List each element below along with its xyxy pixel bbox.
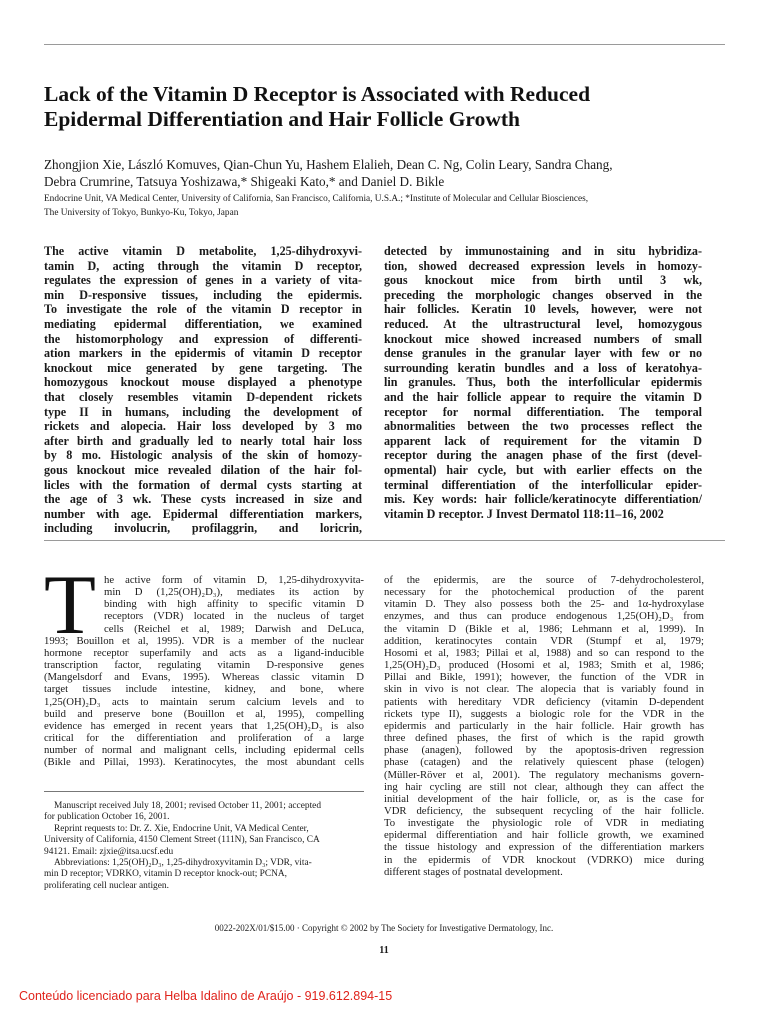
abstract-line: mis. Key words: hair follicle/keratinocyte differentiation/ [384, 492, 702, 507]
title-line: Lack of the Vitamin D Receptor is Associated with Reduced [44, 82, 591, 106]
body-line: he active form of vitamin D, 1,25-dihydroxyvita- [104, 574, 364, 586]
body-line: hormone receptor superfamily and acts as a ligand-inducible [44, 646, 364, 659]
body-line: different stages of postnatal development. [384, 865, 563, 878]
body-line: Hosomi et al, 1983; Pillai et al, 1988) and so can respond to the [384, 646, 704, 659]
body-line: in the epidermis of VDR knockout (VDRKO) mice during [384, 853, 704, 866]
abstract-line: min D-responsive tissues, including the epidermis. [44, 287, 362, 302]
abstract-line: vitamin D receptor. J Invest Dermatol 118:11–16, 2002 [384, 506, 664, 521]
abstract-line: licles with the formation of dermal cysts starting at [44, 477, 362, 492]
abstract-line: receptor during the anagen phase of the first (devel- [384, 448, 702, 463]
body-line: transcription factor, regulating vitamin D-responsive genes [44, 659, 364, 672]
drop-cap-indented-lines [44, 574, 364, 635]
body-right-column [384, 574, 704, 878]
copyright-line: 0022-202X/01/$15.00 · Copyright © 2002 by The Society for Investigative Dermatology, Inc. [214, 923, 554, 933]
page-number: 11 [379, 945, 389, 956]
body-line: the tissue histology and expression of the differentiation markers [384, 841, 704, 854]
abstract-line: knockout mice showed increased numbers of small [384, 331, 702, 346]
abstract-line: surrounding keratin bundles and a loss of keratohya- [384, 360, 702, 375]
abstract-line: type II in humans, including the development of [44, 404, 362, 419]
affiliation-line: The University of Tokyo, Bunkyo-Ku, Tokyo, Japan [44, 208, 239, 218]
abstract-line: tamin D, acting through the vitamin D receptor, [44, 258, 362, 273]
body-line: cells (Reichel et al, 1989; Darwish and DeLuca, [104, 622, 364, 635]
abstract-line: by 8 mo. Histologic analysis of the skin of homozy- [44, 448, 362, 463]
body-line: the vitamin D (Bikle et al, 1986; Lehmann et al, 1999). In [384, 622, 704, 635]
affiliations [44, 192, 725, 220]
abstract-line: rickets and alopecia. Hair loss developed by 3 mo [44, 419, 362, 434]
abstract-line: regulates the expression of genes in a variety of vita- [44, 273, 362, 288]
body-line: enzymes, and thus can produce endogenous 1,25(OH)₂D₃ from [384, 610, 704, 623]
footnote-line: University of California, 4150 Clement Street (111N), San Francisco, CA [44, 835, 320, 846]
abstract-line: abnormalities between the two processes reflect the [384, 419, 702, 434]
footnote-line: Abbreviations: 1,25(OH)₂D₃, 1,25-dihydroxyvitamin D₃; VDR, vita- [54, 858, 312, 869]
title-line: Epidermal Differentiation and Hair Follicle Growth [44, 107, 520, 131]
body-line: necessary for the photochemical production of the parent [384, 586, 704, 599]
body-line: ing hair cycling are still not clear, although they can affect the [384, 780, 704, 793]
abstract-line: The active vitamin D metabolite, 1,25-dihydroxyvi- [44, 244, 362, 258]
body-line: three defined phases, the first of which is the rapid growth [384, 732, 704, 745]
abstract-line: the histomorphology and expression of differenti- [44, 331, 362, 346]
abstract-right-column [384, 244, 702, 521]
body-line: critical for the differentiation and proliferation of a large [44, 732, 364, 745]
body-line: Pillai and Bikle, 1991); however, the function of the VDR in [384, 671, 704, 684]
abstract-line: dense granules in the granular layer with few or no [384, 346, 702, 361]
abstract-line: preceding the morphologic changes observed in the [384, 287, 702, 302]
section-rule [44, 540, 725, 541]
footnote-line: min D receptor; VDRKO, vitamin D receptor knock-out; PCNA, [44, 869, 288, 880]
abstract-line: To investigate the role of the vitamin D receptor in [44, 302, 362, 317]
affiliation-line: Endocrine Unit, VA Medical Center, University of California, San Francisco, California, U.S.A.; *Institute of Molecular and Cellular Biosciences, [44, 194, 589, 204]
abstract-line: including involucrin, profilaggrin, and loricrin, [44, 521, 362, 536]
body-line: 1,25(OH)₂D₃ produced (Hosomi et al, 1983; Smith et al, 1986; [384, 659, 704, 672]
body-line: epidermis and particularly in the hair follicle. Hair growth has [384, 719, 704, 732]
body-line: phase (catagen) and the relatively quiescent phase (telogen) [384, 756, 704, 769]
drop-cap: T [44, 558, 96, 652]
body-line: 1993; Bouillon et al, 1995). VDR is a member of the nuclear [44, 634, 364, 647]
body-line: patients with hereditary VDR deficiency (vitamin D-dependent [384, 695, 704, 708]
body-line: (Bikle and Pillai, 1993). Keratinocytes, the most abundant cells [44, 756, 364, 769]
body-line: receptors (VDR) located in the nucleus of target [104, 610, 364, 623]
authors-line: Debra Crumrine, Tatsuya Yoshizawa,* Shigeaki Kato,* and Daniel D. Bikle [44, 174, 445, 189]
abstract-line: ation markers in the epidermis of vitamin D receptor [44, 346, 362, 361]
abstract-line: after birth and gradually led to nearly total hair loss [44, 433, 362, 448]
body-line: To investigate the physiologic role of VDR in mediating [384, 817, 704, 830]
body-line: evidence has emerged in recent years that 1,25(OH)₂D₃ is also [44, 719, 364, 732]
body-line: (Müller-Röver et al, 2001). The regulatory mechanisms govern- [384, 768, 704, 781]
abstract-line: opmental) hair cycle, but with earlier effects on the [384, 462, 702, 477]
abstract-left-column [44, 244, 362, 536]
abstract-line: mediating epidermal differentiation, we examined [44, 316, 362, 331]
abstract-line: detected by immunostaining and in situ hybridiza- [384, 244, 702, 258]
article-title [44, 82, 725, 132]
body-line: (Mangelsdorf and Evans, 1995). Whereas classic vitamin D [44, 671, 364, 684]
footnote-line: proliferating cell nuclear antigen. [44, 880, 169, 891]
license-watermark: Conteúdo licenciado para Helba Idalino de Araújo - 919.612.894-15 [19, 989, 393, 1003]
abstract-line: reduced. At the ultrastructural level, homozygous [384, 316, 702, 331]
body-line: epidermal differentiation and hair follicle growth, we examined [384, 829, 704, 842]
footnotes [44, 801, 364, 892]
abstract-line: knockout mice generated by gene targeting. The [44, 360, 362, 375]
body-line: phase (anagen), followed by the apoptosis-driven regression [384, 744, 704, 757]
body-line: 1,25(OH)₂D₃ acts to maintain serum calcium levels and to [44, 695, 364, 708]
body-line: binding with high affinity to specific vitamin D [104, 598, 364, 611]
authors-line: Zhongjion Xie, László Komuves, Qian-Chun Yu, Hashem Elalieh, Dean C. Ng, Colin Leary, Sandra Chang, [44, 157, 613, 172]
body-line: number of normal and malignant cells, including epidermal cells [44, 744, 364, 757]
abstract-line: the age of 3 wk. These cysts increased in size and [44, 492, 362, 507]
body-line: min D (1,25(OH)₂D₃), mediates its action by [104, 586, 364, 599]
abstract-line: homozygous knockout mouse displayed a phenotype [44, 375, 362, 390]
abstract-line: apparent lack of requirement for the vitamin D [384, 433, 702, 448]
body-line: rickets type II), suggests a biologic role for the VDR in the [384, 707, 704, 720]
abstract-line: hair follicles. Keratin 10 levels, however, were not [384, 302, 702, 317]
abstract-line: receptor for normal differentiation. The temporal [384, 404, 702, 419]
body-line: target tissues include intestine, kidney, and bone, where [44, 683, 364, 696]
footnote-rule [44, 791, 364, 792]
footnote-line: Reprint requests to: Dr. Z. Xie, Endocrine Unit, VA Medical Center, [54, 823, 309, 834]
abstract-line: terminal differentiation of the interfollicular epider- [384, 477, 702, 492]
author-list [44, 156, 725, 190]
abstract-line: and the hair follicle appear to require the vitamin D [384, 389, 702, 404]
footnote-line: for publication October 16, 2001. [44, 812, 170, 823]
abstract-line: lin granules. Thus, both the interfollicular epidermis [384, 375, 702, 390]
body-left-column [44, 574, 364, 769]
footnote-line: Manuscript received July 18, 2001; revised October 11, 2001; accepted [54, 801, 322, 811]
body-line: VDR deficiency, the subsequent recycling of the hair follicle. [384, 804, 704, 817]
body-line: of the epidermis, are the source of 7-dehydrocholesterol, [384, 574, 704, 586]
abstract-line: gous knockout mice revealed dilation of the hair fol- [44, 462, 362, 477]
abstract-line: number with age. Epidermal differentiation markers, [44, 506, 362, 521]
body-line: skin in vivo is not clear. The alopecia that is variably found in [384, 683, 704, 696]
abstract-line: gous knockout mice from birth until 3 wk, [384, 273, 702, 288]
body-line: build and preserve bone (Bouillon et al, 1995), compelling [44, 707, 364, 720]
footnote-line: 94121. Email: zjxie@itsa.ucsf.edu [44, 846, 174, 857]
abstract-line: that closely resembles vitamin D-dependent rickets [44, 389, 362, 404]
abstract-line: tion, showed decreased expression levels in homozy- [384, 258, 702, 273]
body-line: addition, keratinocytes contain VDR (Stumpf et al, 1979; [384, 634, 704, 647]
body-line: vitamin D. They also possess both the 25- and 1α-hydroxylase [384, 598, 704, 611]
body-line: initial development of the hair follicle, or, as is the case for [384, 792, 704, 805]
top-rule [44, 44, 725, 45]
